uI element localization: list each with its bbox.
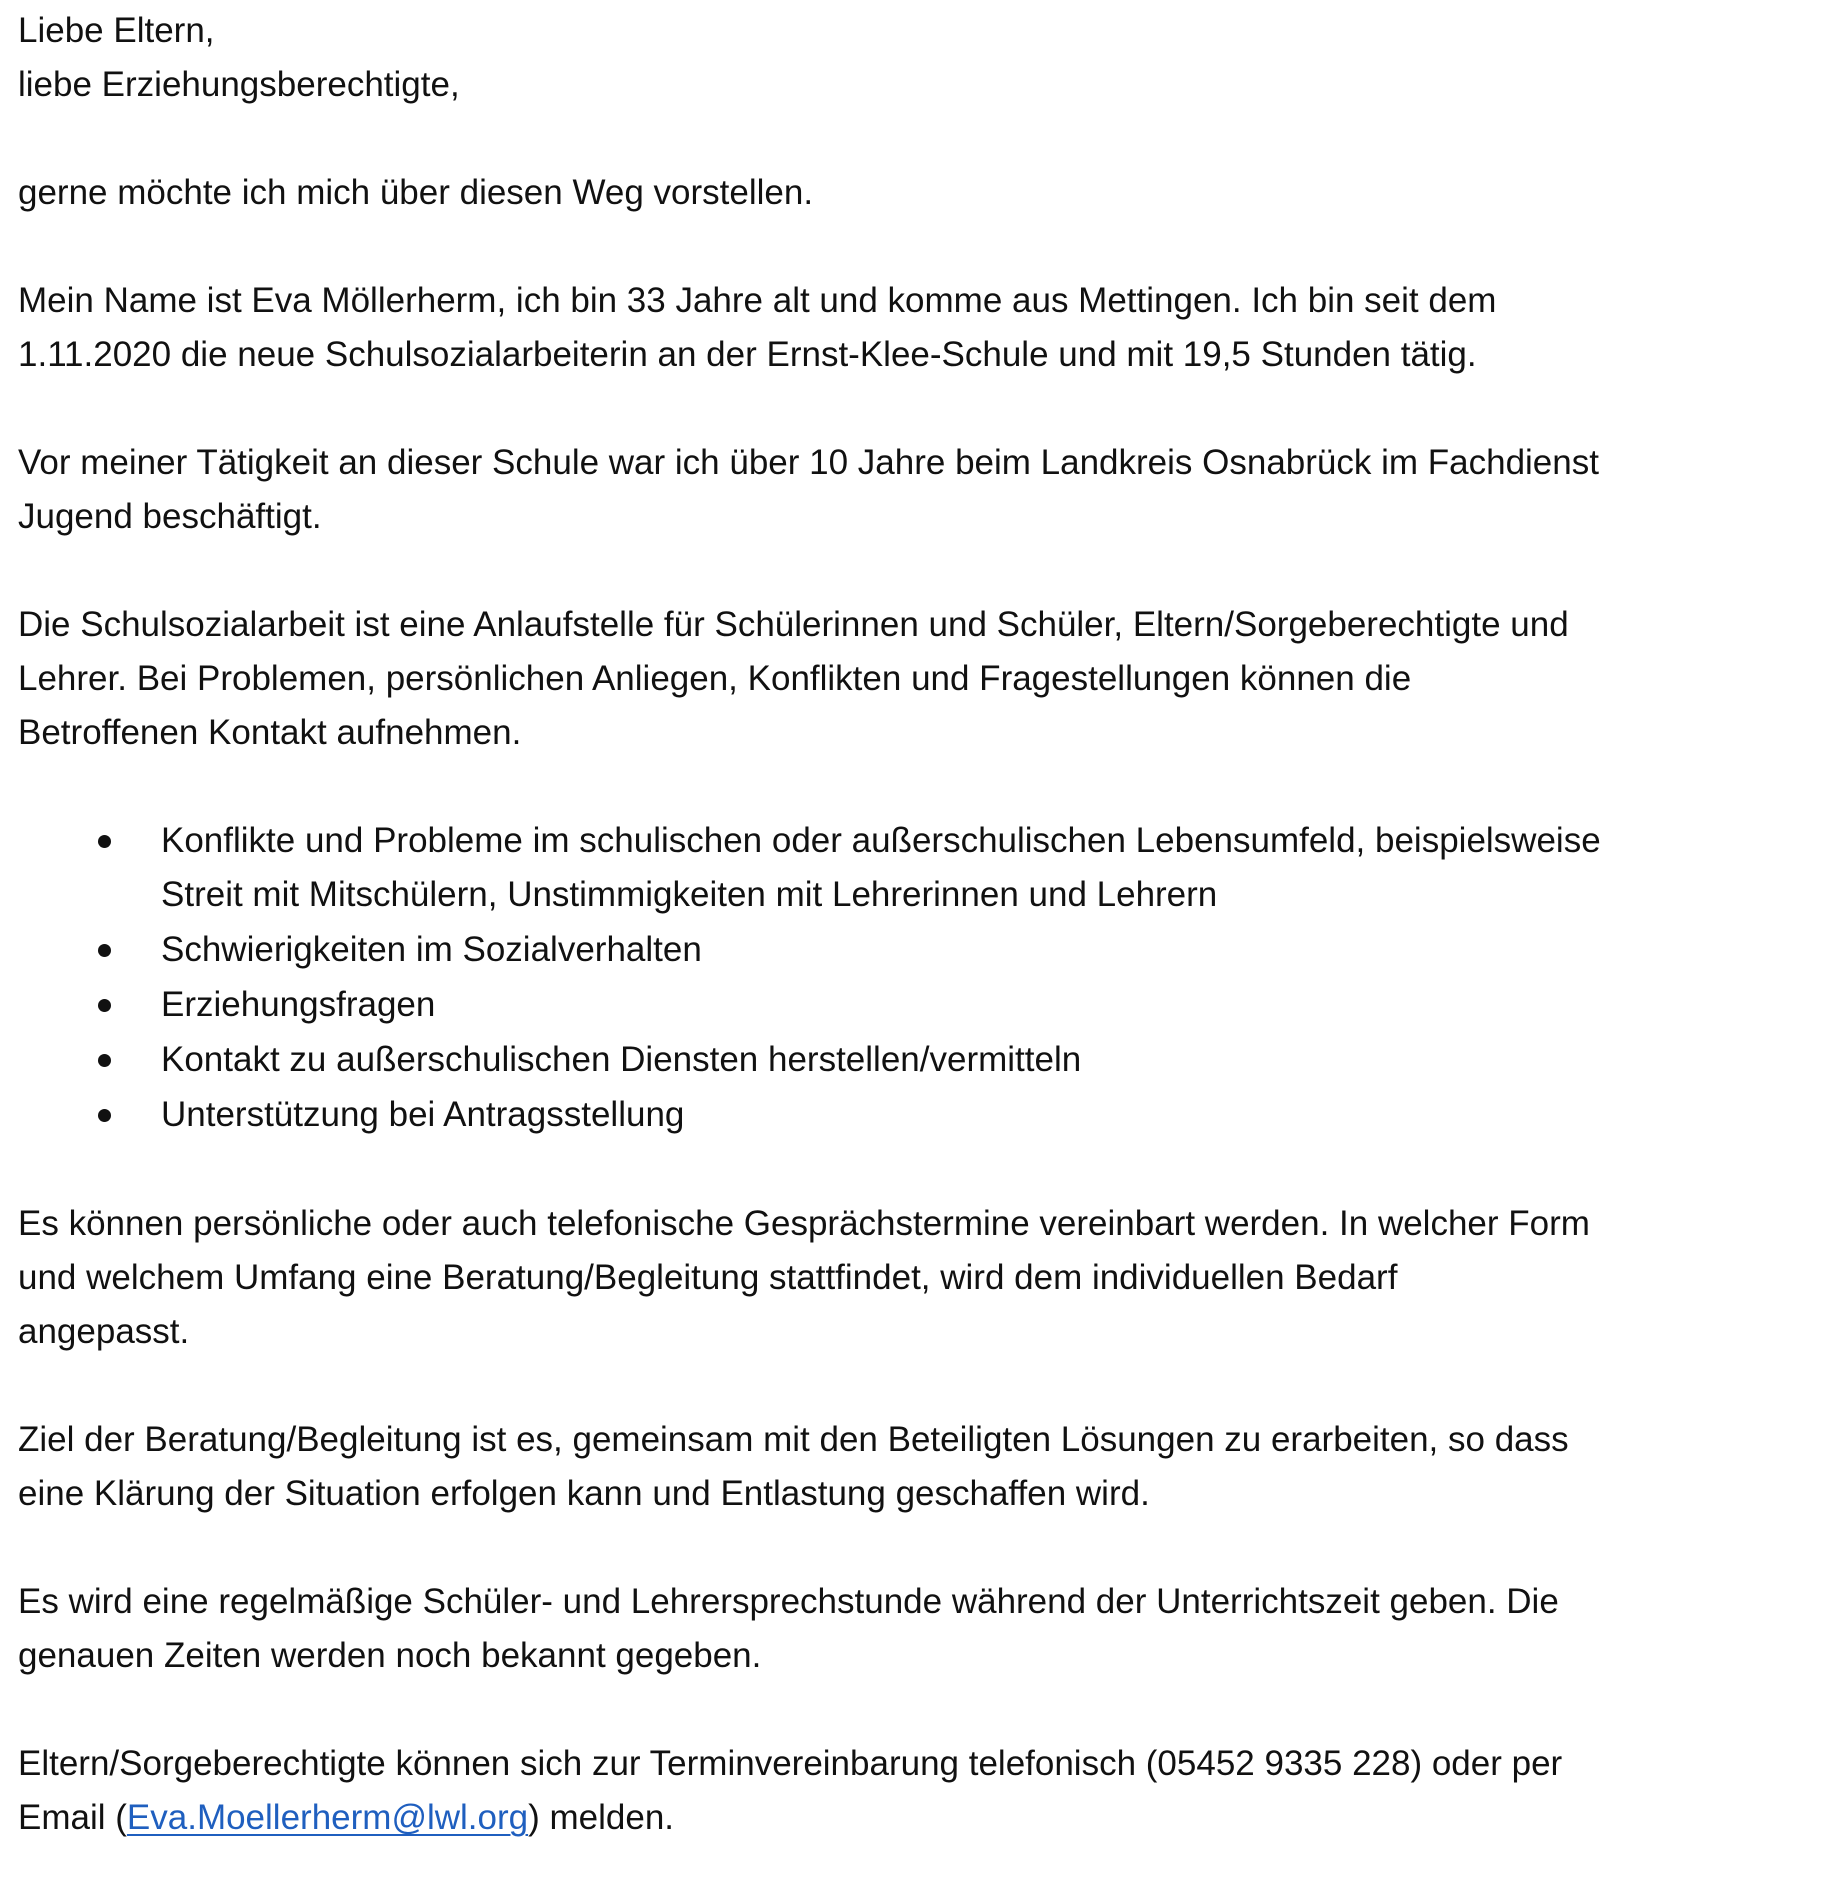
list-item-text: Konflikte und Probleme im schulischen oder außerschulischen Lebensumfeld, beispielsweise Streit mit Mitschülern, Unstimmigkeiten mit Lehrerinnen und Lehrern — [161, 821, 1601, 914]
list-item-text: Schwierigkeiten im Sozialverhalten — [161, 930, 702, 969]
list-item-text: Kontakt zu außerschulischen Diensten herstellen/vermitteln — [161, 1040, 1082, 1079]
email-link[interactable]: Eva.Moellerherm@lwl.org — [126, 1798, 529, 1837]
list-item — [18, 1033, 1830, 1088]
goal-paragraph: Ziel der Beratung/Begleitung ist es, gemeinsam mit den Beteiligten Lösungen zu erarbeiten, so dass eine Klärung der Situation erfolgen kann und Entlastung geschaffen wird. — [18, 1420, 1569, 1513]
closing-text-after: ) melden. — [528, 1798, 675, 1837]
closing-paragraph — [18, 1737, 1830, 1845]
list-item-text: Unterstützung bei Antragsstellung — [161, 1095, 685, 1134]
letter-document — [18, 4, 1830, 1899]
greeting: Liebe Eltern, liebe Erziehungsberechtigte, — [18, 11, 460, 104]
contact-point-paragraph: Die Schulsozialarbeit ist eine Anlaufstelle für Schülerinnen und Schüler, Eltern/Sorgeberechtigte und Lehrer. Bei Problemen, persönlichen Anliegen, Konflikten und Fragestellungen können die Betroffenen Kontakt aufnehmen. — [18, 605, 1569, 752]
list-item — [18, 1088, 1830, 1143]
office-hours-paragraph: Es wird eine regelmäßige Schüler- und Lehrersprechstunde während der Unterrichtszeit geben. Die genauen Zeiten werden noch bekannt gegeben. — [18, 1582, 1559, 1675]
name-paragraph: Mein Name ist Eva Möllerherm, ich bin 33 Jahre alt und komme aus Mettingen. Ich bin seit dem 1.11.2020 die neue Schulsozialarbeiterin an der Ernst-Klee-Schule und mit 19,5 Stunden tätig. — [18, 281, 1497, 374]
list-item — [18, 923, 1830, 978]
intro-paragraph: gerne möchte ich mich über diesen Weg vorstellen. — [18, 173, 814, 212]
closing-text-before: Eltern/Sorgeberechtigte können sich zur Terminvereinbarung telefonisch (05452 9335 228) oder per Email ( — [18, 1744, 1563, 1837]
list-item — [18, 814, 1830, 923]
list-item — [18, 978, 1830, 1033]
previous-job-paragraph: Vor meiner Tätigkeit an dieser Schule war ich über 10 Jahre beim Landkreis Osnabrück im Fachdienst Jugend beschäftigt. — [18, 443, 1599, 536]
appointments-paragraph: Es können persönliche oder auch telefonische Gesprächstermine vereinbart werden. In welcher Form und welchem Umfang eine Beratung/Begleitung stattfindet, wird dem individuellen Bedarf angepasst. — [18, 1204, 1590, 1351]
list-item-text: Erziehungsfragen — [161, 985, 436, 1024]
topics-list — [18, 814, 1830, 1143]
